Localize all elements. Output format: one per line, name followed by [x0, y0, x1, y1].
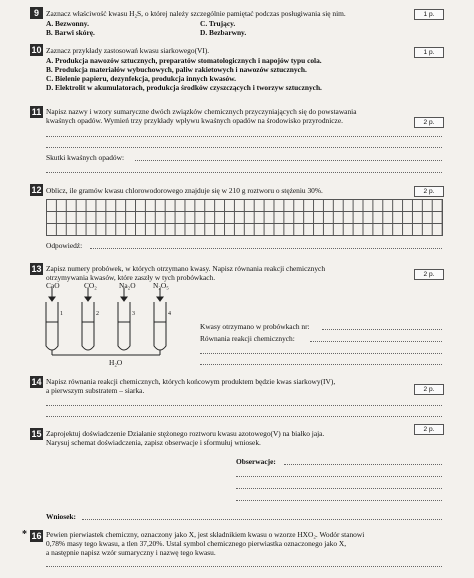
question-11-line-2: kwaśnych opadów. Wymień trzy przykłady wpływu kwaśnych opadów na środowisko przyrodnicze. — [46, 116, 343, 125]
reagent-label-2: CO₂ — [84, 281, 97, 290]
q9-option-d[interactable]: D. Bezbarwny. — [200, 28, 247, 37]
question-number-14: 14 — [31, 377, 42, 387]
question-14-line-2: a pierwszym substratem – siarka. — [46, 386, 145, 395]
answer-line[interactable] — [322, 329, 442, 330]
question-number-11: 11 — [31, 107, 42, 117]
answer-line[interactable] — [46, 566, 442, 567]
question-10-text: Zaznacz przykłady zastosowań kwasu siarkowego(VI). — [46, 46, 210, 55]
answer-line[interactable] — [46, 405, 442, 406]
q11-effects-label: Skutki kwaśnych opadów: — [46, 153, 125, 162]
answer-line[interactable] — [236, 476, 442, 477]
q12-answer-label: Odpowiedź: — [46, 241, 83, 250]
question-13-line-1: Zapisz numery probówek, w których otrzymano kwasy. Napisz równania reakcji chemicznych — [46, 264, 326, 273]
test-tube-4 — [154, 302, 166, 350]
arrow-head-1 — [49, 297, 55, 301]
q9-option-a[interactable]: A. Bezwonny. — [46, 19, 89, 28]
q15-conclusion-label: Wniosek: — [46, 512, 76, 521]
points-badge-11: 2 p. — [414, 117, 444, 128]
test-tube-3 — [118, 302, 130, 350]
reagent-label-4: N₂O₅ — [153, 281, 169, 290]
answer-line[interactable] — [236, 488, 442, 489]
tube-number-3: 3 — [132, 311, 135, 317]
question-13-line-2: otrzymywania kwasów, które zaszły w tych probówkach. — [46, 273, 216, 282]
q10-option-c[interactable]: C. Bielenie papieru, dezynfekcja, produkcja innych kwasów. — [46, 74, 236, 83]
answer-line[interactable] — [200, 353, 442, 354]
question-number-15: 15 — [31, 429, 42, 439]
question-number-10: 10 — [31, 45, 42, 55]
q15-observations-label: Obserwacje: — [236, 457, 276, 466]
calculation-grid[interactable] — [46, 199, 443, 236]
arrow-head-4 — [157, 297, 163, 301]
answer-line[interactable] — [310, 341, 442, 342]
q9-option-c[interactable]: C. Trujący. — [200, 19, 236, 28]
question-15-line-2: Narysuj schemat doświadczenia, zapisz obserwacje i sformułuj wniosek. — [46, 438, 261, 447]
answer-line[interactable] — [82, 519, 442, 520]
question-number-13: 13 — [31, 264, 42, 274]
points-badge-10: 1 p. — [414, 47, 444, 58]
tube-number-2: 2 — [96, 311, 99, 317]
question-number-9: 9 — [30, 7, 43, 19]
question-14-line-1: Napisz równania reakcji chemicznych, których końcowym produktem będzie kwas siarkowy(IV), — [46, 377, 336, 386]
arrow-head-3 — [121, 297, 127, 301]
points-badge-12: 2 p. — [414, 186, 444, 197]
points-badge-13: 2 p. — [414, 269, 444, 280]
question-number-12: 12 — [31, 185, 42, 195]
test-tube-1 — [46, 302, 58, 350]
extended-question-star: * — [22, 529, 27, 540]
q10-option-a[interactable]: A. Produkcja nawozów sztucznych, preparatów stomatologicznych i napojów typu cola. — [46, 56, 322, 65]
question-11-line-1: Napisz nazwy i wzory sumaryczne dwóch związków chemicznych przyczyniających się do powstawania — [46, 107, 357, 116]
q13-equations-label: Równania reakcji chemicznych: — [200, 334, 295, 343]
reagent-label-3: Na₂O — [119, 281, 136, 290]
answer-line[interactable] — [46, 147, 442, 148]
question-16-line-1: Pewien pierwiastek chemiczny, oznaczony jako X, jest składnikiem kwasu o wzorze HXO₂. Wodór stanowi — [46, 530, 365, 539]
answer-line[interactable] — [135, 160, 442, 161]
answer-line[interactable] — [46, 136, 442, 137]
question-12-text: Oblicz, ile gramów kwasu chlorowodorowego znajduje się w 210 g roztworu o stężeniu 30%. — [46, 186, 323, 195]
question-16-line-3: a następnie napisz wzór sumaryczny i nazwę tego kwasu. — [46, 548, 216, 557]
points-badge-15: 2 p. — [414, 424, 444, 435]
tube-number-1: 1 — [60, 311, 63, 317]
arrow-head-2 — [85, 297, 91, 301]
tube-number-4: 4 — [168, 311, 171, 317]
water-label: H₂O — [109, 358, 123, 367]
answer-line[interactable] — [236, 500, 442, 501]
answer-line[interactable] — [284, 464, 442, 465]
q9-option-b[interactable]: B. Barwi skórę. — [46, 28, 95, 37]
question-16-line-2: 0,78% masy tego kwasu, a tlen 37,20%. Ustal symbol chemicznego pierwiastka oznaczonego jako X, — [46, 539, 347, 548]
answer-line[interactable] — [200, 364, 442, 365]
points-badge-9: 1 p. — [414, 9, 444, 20]
question-15-line-1: Zaprojektuj doświadczenie Działanie stężonego roztworu kwasu azotowego(V) na białko jaja. — [46, 429, 325, 438]
points-badge-14: 2 p. — [414, 384, 444, 395]
q10-option-d[interactable]: D. Elektrolit w akumulatorach, produkcja środków czyszczących i tworzyw sztucznych. — [46, 83, 322, 92]
answer-line[interactable] — [90, 248, 442, 249]
q10-option-b[interactable]: B. Produkcja materiałów wybuchowych, paliw rakietowych i nawozów sztucznych. — [46, 65, 307, 74]
q13-acids-label: Kwasy otrzymano w probówkach nr: — [200, 322, 310, 331]
question-9-text: Zaznacz właściwość kwasu H₂S, o której należy szczególnie pamiętać podczas posługiwania się nim. — [46, 9, 346, 18]
answer-line[interactable] — [46, 172, 442, 173]
test-tube-2 — [82, 302, 94, 350]
reagent-label-1: CaO — [46, 281, 60, 290]
answer-line[interactable] — [46, 416, 442, 417]
question-number-16: 16 — [31, 531, 42, 541]
test-tubes-diagram — [40, 288, 190, 358]
